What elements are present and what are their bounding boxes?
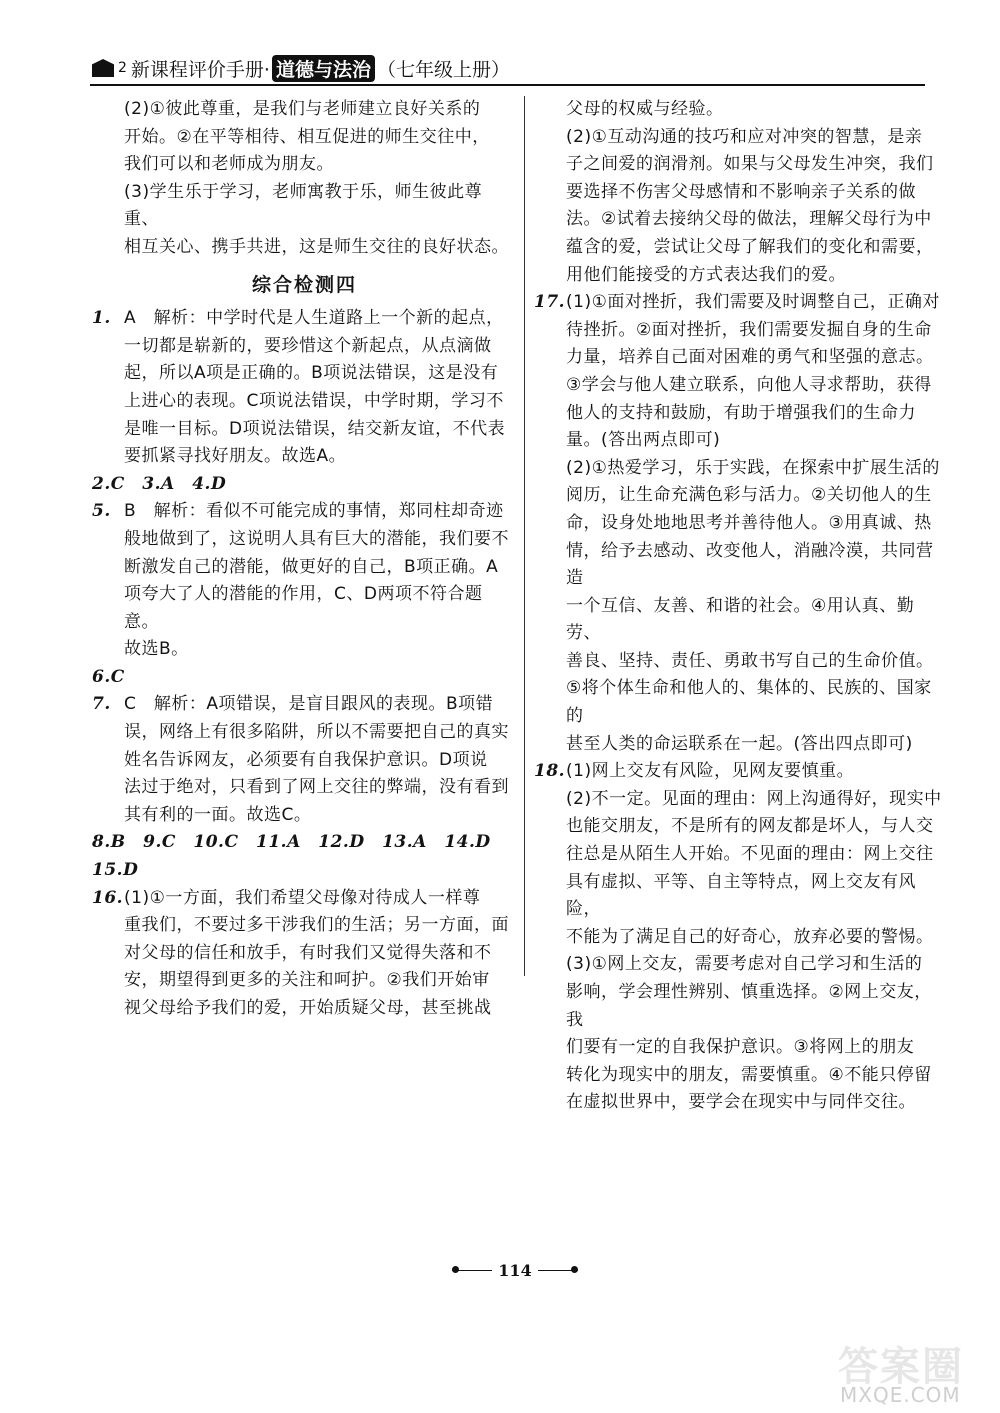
text-line: 他人的支持和鼓励，有助于增强我们的生命力 [566,402,916,423]
text-line: 法过于绝对，只看到了网上交往的弊端，没有看到 [124,777,509,798]
header-title-prefix: 新课程评价手册· [130,58,270,81]
logo-number: 2 [118,60,127,76]
answer-text [124,498,517,664]
ornament-right-icon [538,1266,578,1274]
text-line: ③学会与他人建立联系，向他人寻求帮助，获得 [566,374,932,395]
text-line: (2)①互动沟通的技巧和应对冲突的智慧，是亲 [566,126,923,147]
column-divider [524,96,525,976]
text-line: 起，所以A项是正确的。B项说法错误，这是没有 [124,363,499,384]
text-line: 具有虚拟、平等、自主等特点，网上交友有风险， [566,871,916,920]
text-line: 对父母的信任和放手，有时我们又觉得失落和不 [124,942,492,963]
text-line: 力量，培养自己面对困难的勇气和坚强的意志。 [566,347,934,368]
text-line: 父母的权威与经验。 [566,99,724,119]
text-line: 重我们，不要过多干涉我们的生活；另一方面，面 [124,915,509,936]
answer-18-part-2 [534,786,942,952]
text-line: 用他们能接受的方式表达我们的爱。 [566,264,846,285]
text-line: ⑤将个体生命和他人的、集体的、民族的、国家的 [566,678,932,727]
question-number: 16. [92,887,124,908]
text-line: 项夸大了人的潜能的作用，C、D两项不符合题意。 [124,584,483,632]
text-line: (2)①热爱学习，乐于实践，在探索中扩展生活的 [566,457,940,478]
watermark-url: MXQE.COM [840,1383,961,1407]
text-line: (1)①一方面，我们希望父母像对待成人一样尊 [124,887,481,908]
question-number: 5. [92,501,111,522]
answer-item-1 [92,305,517,471]
text-line: 影响，学会理性辨别、慎重选择。②网上交友，我 [566,982,932,1030]
answer-row-15 [92,857,517,885]
text-line: 故选B。 [124,639,189,660]
left-column [92,96,517,1023]
answer-item-18 [534,758,942,786]
text-line: 法。②试着去接纳父母的做法，理解父母行为中 [566,209,932,230]
question-number: 7. [92,694,111,715]
answer-row-text: 8.B 9.C 10.C 11.A 12.D 13.A 14.D [92,832,491,853]
text-line: 往总是从陌生人开始。不见面的理由：网上交往 [566,844,934,865]
answer-item-17 [534,289,942,455]
text-line: 要选择不伤害父母感情和不影响亲子关系的做 [566,181,916,202]
text-line: (3)学生乐于学习，老师寓教于乐，师生彼此尊重、 [124,181,483,230]
answer-row-6 [92,664,517,692]
text-line: 安，期望得到更多的关注和呵护。②我们开始审 [124,970,490,991]
text-line: 命，设身处地地思考并善待他人。③用真诚、热 [566,512,932,533]
text-line: C 解析：A项错误，是盲目跟风的表现。B项错 [124,694,494,715]
answer-continuation [534,96,942,124]
text-line: 转化为现实中的朋友，需要慎重。④不能只停留 [566,1064,932,1085]
text-line: 善良、坚持、责任、勇敢书写自己的生命价值。 [566,650,934,671]
text-line: 蕴含的爱，尝试让父母了解我们的变化和需要， [566,236,934,257]
answer-16-part-2 [534,124,942,290]
text-line: 姓名告诉网友，必须要有自我保护意识。D项说 [124,749,488,770]
answer-row-text: 15.D [92,860,139,881]
subject-badge: 道德与法治 [272,55,375,82]
header-divider [90,84,925,86]
page-footer [440,1258,590,1282]
text-line: 相互关心、携手共进，这是师生交往的良好状态。 [124,236,509,257]
text-line: 在虚拟世界中，要学会在现实中与同伴交往。 [566,1092,916,1113]
answer-18-part-3 [534,951,942,1117]
answer-row-2-4 [92,471,517,499]
text-line: 一切都是崭新的，要珍惜这个新起点，从点滴做 [124,335,492,356]
book-logo-icon [92,59,114,77]
text-line: 是唯一目标。D项说法错误，结交新友谊，不代表 [124,418,506,439]
text-line: B 解析：看似不可能完成的事情，郑同柱却奇迹 [124,501,504,522]
text-line: 阅历，让生命充满色彩与活力。②关切他人的生 [566,485,932,506]
text-line: 一个互信、友善、和谐的社会。④用认真、勤劳、 [566,595,915,644]
answer-row-text: 2.C 3.A 4.D [92,473,227,494]
header-grade: （七年级上册） [376,58,510,81]
section-title: 综合检测四 [251,273,357,296]
text-line: 不能为了满足自己的好奇心，放弃必要的警惕。 [566,926,934,947]
text-line: 误，网络上有很多陷阱，所以不需要把自己的真实 [124,722,509,743]
page-number: 114 [498,1260,532,1280]
watermark [838,1335,988,1405]
text-line: 也能交朋友，不是所有的网友都是坏人，与人交 [566,816,934,837]
text-line: (1)网上交友有风险，见网友要慎重。 [566,761,855,782]
answer-text [124,691,517,829]
text-line: 般地做到了，这说明人具有巨大的潜能，我们要不 [124,528,509,549]
text-line: (2)不一定。见面的理由：网上沟通得好，现实中 [566,788,942,809]
answer-text [124,885,517,1023]
answer-text [566,758,942,786]
text-line: 我们可以和老师成为朋友。 [124,154,334,175]
text-line: (3)①网上交友，需要考虑对自己学习和生活的 [566,954,923,975]
text-line: 上进心的表现。C项说法错误，中学时期，学习不 [124,390,504,411]
answer-text [124,305,517,471]
answer-row-8-14 [92,829,517,857]
question-number: 1. [92,308,111,329]
answer-item-5 [92,498,517,664]
text-line: 量。(答出两点即可) [566,430,721,451]
question-number: 18. [534,761,566,782]
answer-row-text: 6.C [92,666,125,687]
answer-item-16 [92,885,517,1023]
text-line: (2)①彼此尊重，是我们与老师建立良好关系的 [124,99,481,119]
text-line: 们要有一定的自我保护意识。③将网上的朋友 [566,1037,915,1058]
question-number: 17. [534,292,566,313]
text-line: A 解析：中学时代是人生道路上一个新的起点， [124,308,504,329]
right-column [534,96,942,1117]
text-line: 视父母给予我们的爱，开始质疑父母，甚至挑战 [124,998,492,1018]
answer-item-7 [92,691,517,829]
text-line: 情，给予去感动、改变他人，消融冷漠，共同营造 [566,540,934,589]
text-line: 要抓紧寻找好朋友。故选A。 [124,446,347,467]
answer-text [566,289,942,455]
text-line: 待挫折。②面对挫折，我们需要发掘自身的生命 [566,319,932,340]
ornament-left-icon [452,1266,492,1274]
text-line: 其有利的一面。故选C。 [124,804,312,825]
text-line: 断激发自己的潜能，做更好的自己，B项正确。A [124,556,499,577]
watermark-logo: 答案圈 [838,1344,964,1390]
text-line: 甚至人类的命运联系在一起。(答出四点即可) [566,733,913,754]
answer-17-part-2 [534,455,942,759]
text-line: (1)①面对挫折，我们需要及时调整自己，正确对 [566,292,940,313]
page-header [92,55,532,81]
text-line: 子之间爱的润滑剂。如果与父母发生冲突，我们 [566,154,934,175]
text-line: 开始。②在平等相待、相互促进的师生交往中， [124,126,490,147]
